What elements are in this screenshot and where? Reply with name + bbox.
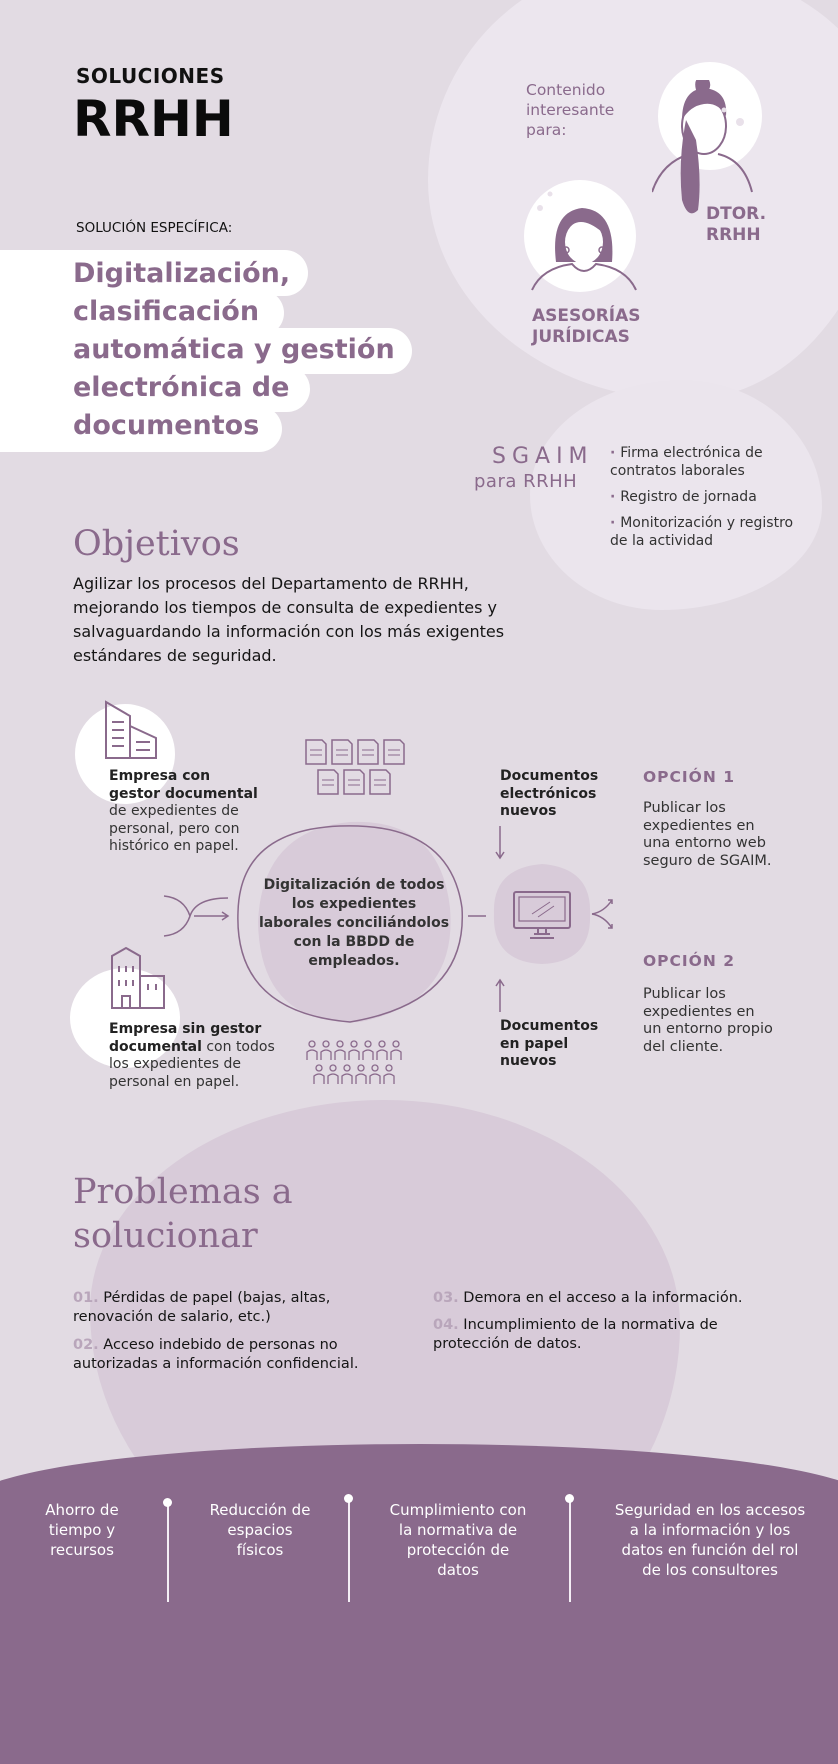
sgaim-subtitle: para RRHH — [474, 471, 578, 492]
audience-intro: Contenido interesante para: — [526, 81, 615, 139]
divider — [167, 1502, 169, 1602]
benefit-item: Reducción de espacios físicos — [209, 1501, 311, 1559]
option-1-title: OPCIÓN 1 — [643, 768, 736, 786]
arrow-up-icon — [495, 978, 505, 1012]
feature-item: · Firma electrónica de contratos laborales — [610, 444, 810, 480]
docs-paper-label: Documentos en papel nuevos — [500, 1018, 599, 1069]
objectives-text: Agilizar los procesos del Departamento de RRHH, mejorando los tiempos de consulta de expedientes y salvaguardando la información con los más exigentes estándares de seguridad. — [73, 574, 505, 665]
solution-headline: Digitalización, clasificación automática y gestión electrónica de documentos — [73, 258, 395, 441]
female-avatar-ponytail-icon — [652, 80, 762, 222]
computer-monitor-icon — [488, 862, 638, 966]
female-avatar-icon — [526, 186, 644, 298]
documents-icon — [304, 738, 406, 798]
benefit-item: Cumplimiento con la normativa de protección de datos — [389, 1501, 527, 1579]
problems-title: Problemas a solucionar — [73, 1172, 293, 1256]
problem-item: 01. Pérdidas de papel (bajas, altas, renovación de salario, etc.) — [73, 1290, 331, 1325]
option-1-text: Publicar los expedientes en una entorno web seguro de SGAIM. — [643, 800, 772, 869]
flow-center-text: Digitalización de todos los expedientes laborales conciliándolos con la BBDD de empleados. — [258, 877, 450, 969]
feature-item: · Monitorización y registro de la actividad — [610, 514, 810, 550]
problem-item: 03. Demora en el acceso a la información. — [433, 1290, 743, 1306]
office-building-icon — [104, 700, 160, 760]
divider — [348, 1498, 350, 1602]
benefit-item: Seguridad en los accesos a la información y los datos en función del rol de los consultores — [614, 1501, 806, 1579]
benefit-item: Ahorro de tiempo y recursos — [45, 1501, 119, 1559]
brand-title: RRHH — [73, 90, 234, 148]
role-hr-director: DTOR. RRHH — [706, 204, 767, 245]
objectives-title: Objetivos — [73, 524, 240, 564]
docs-electronic-label: Documentos electrónicos nuevos — [500, 768, 599, 819]
role-legal-firms: ASESORÍAS JURÍDICAS — [532, 306, 641, 347]
problem-item: 02. Acceso indebido de personas no autorizadas a información confidencial. — [73, 1337, 359, 1372]
footer-band — [0, 1444, 838, 1764]
divider-dot — [163, 1498, 172, 1507]
divider-dot — [344, 1494, 353, 1503]
divider — [569, 1498, 571, 1602]
option-2-text: Publicar los expedientes en un entorno propio del cliente. — [643, 986, 773, 1055]
option-2-title: OPCIÓN 2 — [643, 952, 736, 970]
brand-subtitle: SOLUCIONES — [76, 64, 225, 88]
company-with-dms: Empresa con gestor documental de expedientes de personal, pero con histórico en papel. — [109, 768, 258, 854]
divider-dot — [565, 1494, 574, 1503]
people-group-icon — [306, 1040, 404, 1090]
sgaim-features — [610, 444, 810, 558]
arrow-down-icon — [495, 826, 505, 860]
company-without-dms: Empresa sin gestor documental con todos los expedientes de personal en papel. — [109, 1021, 275, 1090]
sgaim-logo: SGAIM — [492, 444, 594, 469]
solution-label: SOLUCIÓN ESPECÍFICA: — [76, 220, 233, 236]
problem-item: 04. Incumplimiento de la normativa de protección de datos. — [433, 1317, 718, 1352]
feature-item: · Registro de jornada — [610, 488, 810, 506]
